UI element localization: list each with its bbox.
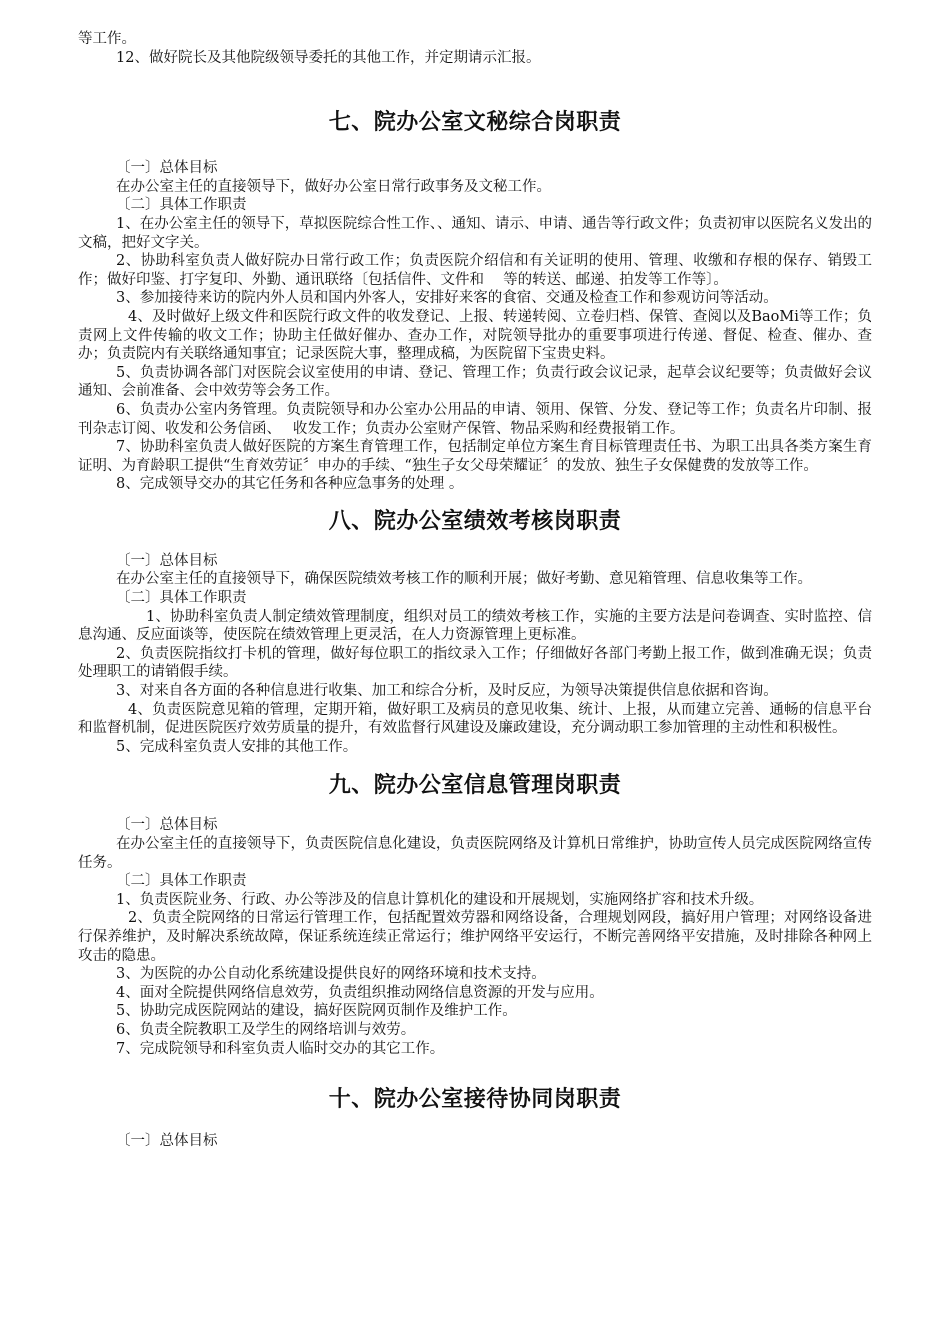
section-7-goal-text: 在办公室主任的直接领导下，做好办公室日常行政事务及文秘工作。 — [116, 178, 551, 195]
section-7-goal-heading: 〔一〕总体目标 — [116, 160, 218, 177]
section-8-item: 3、对来自各方面的各种信息进行收集、加工和综合分析，及时反应，为领导决策提供信息依据和咨询。 — [116, 683, 778, 700]
section-7-item: 7、协助科室负责人做好医院的方案生育管理工作，包括制定单位方案生育目标管理责任书、为职工出具各类方案生育证明、为育龄职工提供“生育效劳证〞申办的手续、“独生子女父母荣耀证〞的发放、独生子女保健费的发放等工作。 — [78, 439, 872, 474]
section-7-item: 6、负责办公室内务管理。负责院领导和办公室办公用品的申请、领用、保管、分发、登记等工作；负责名片印制、报刊杂志订阅、收发和公务信函、 收发工作；负责办公室财产保管、物品采购和经费报销工作。 — [78, 401, 872, 437]
section-8-title: 八、院办公室绩效考核岗职责 — [328, 507, 622, 534]
section-9-goal-heading: 〔一〕总体目标 — [116, 817, 218, 834]
section-7-item: 3、参加接待来访的院内外人员和国内外客人，安排好来客的食宿、交通及检查工作和参观访问等活动。 — [116, 290, 778, 307]
intro-continuation: 等工作。 — [78, 31, 136, 47]
section-7-item: 1、在办公室主任的领导下，草拟医院综合性工作、、通知、请示、申请、通告等行政文件；负责初审以医院名义发出的文稿，把好文字关。 — [78, 215, 872, 251]
section-8-item: 1、协助科室负责人制定绩效管理制度，组织对员工的绩效考核工作，实施的主要方法是问卷调查、实时监控、信息沟通、反应面谈等，使医院在绩效管理上更灵活，在人力资源管理上更标准。 — [78, 608, 872, 644]
section-8-goal-heading: 〔一〕总体目标 — [116, 552, 218, 569]
section-9-item: 5、协助完成医院网站的建设，搞好医院网页制作及维护工作。 — [116, 1003, 517, 1020]
section-9-title: 九、院办公室信息管理岗职责 — [328, 772, 622, 799]
section-7-title: 七、院办公室文秘综合岗职责 — [328, 109, 622, 136]
section-9-item: 1、负责医院业务、行政、办公等涉及的信息计算机化的建设和开展规划，实施网络扩容和技术升级。 — [116, 891, 764, 908]
section-9-item: 2、负责全院网络的日常运行管理工作，包括配置效劳器和网络设备，合理规划网段，搞好用户管理；对网络设备进行保养维护，及时解决系统故障，保证系统连续正常运行；维护网络平安运行，不断完善网络平安措施，及时排除各种网上攻击的隐患。 — [78, 910, 872, 964]
intro-item-12: 12、做好院长及其他院级领导委托的其他工作，并定期请示汇报。 — [116, 49, 541, 66]
section-10-goal-heading: 〔一〕总体目标 — [116, 1133, 218, 1150]
section-7-duties-heading: 〔二〕具体工作职责 — [116, 197, 247, 214]
section-7-item: 8、完成领导交办的其它任务和各种应急事务的处理 。 — [116, 476, 464, 493]
section-8-duties-heading: 〔二〕具体工作职责 — [116, 590, 247, 607]
section-8-item: 4、负责医院意见箱的管理，定期开箱，做好职工及病员的意见收集、统计、上报，从而建立完善、通畅的信息平台和监督机制，促进医院医疗效劳质量的提升，有效监督行风建设及廉政建设，充分调动职工参加管理的主动性和积极性。 — [78, 701, 872, 737]
section-7-item: 2、协助科室负责人做好院办日常行政工作；负责医院介绍信和有关证明的使用、管理、收缴和存根的保存、销毁工作；做好印鉴、打字复印、外勤、通讯联络〔包括信件、文件和 等的转送、邮递、拍发等工作等〕。 — [78, 253, 872, 288]
section-7-item: 4、及时做好上级文件和医院行政文件的收发登记、上报、转递转阅、立卷归档、保管、查阅以及BaoMi等工作；负责网上文件传输的收文工作；协助主任做好催办、查办工作，对院领导批办的重要事项进行传递、督促、检查、催办、查办；负责院内有关联络通知事宜；记录医院大事，整理成稿，为医院留下宝贵史料。 — [78, 308, 872, 363]
section-9-item: 4、面对全院提供网络信息效劳，负责组织推动网络信息资源的开发与应用。 — [116, 984, 604, 1001]
section-9-item: 7、完成院领导和科室负责人临时交办的其它工作。 — [116, 1040, 445, 1057]
section-9-item: 6、负责全院教职工及学生的网络培训与效劳。 — [116, 1021, 416, 1038]
section-9-item: 3、为医院的办公自动化系统建设提供良好的网络环境和技术支持。 — [116, 966, 546, 983]
section-7-item: 5、负责协调各部门对医院会议室使用的申请、登记、管理工作；负责行政会议记录，起草会议纪要等；负责做好会议通知、会前准备、会中效劳等会务工作。 — [78, 364, 872, 400]
section-9-goal-text: 在办公室主任的直接领导下，负责医院信息化建设，负责医院网络及计算机日常维护，协助宣传人员完成医院网络宣传任务。 — [78, 836, 872, 871]
section-10-title: 十、院办公室接待协同岗职责 — [328, 1086, 622, 1113]
section-8-goal-text: 在办公室主任的直接领导下，确保医院绩效考核工作的顺利开展；做好考勤、意见箱管理、信息收集等工作。 — [116, 571, 812, 588]
section-8-item: 5、完成科室负责人安排的其他工作。 — [116, 738, 358, 755]
section-8-item: 2、负责医院指纹打卡机的管理，做好每位职工的指纹录入工作；仔细做好各部门考勤上报工作，做到准确无误；负责处理职工的请销假手续。 — [78, 645, 872, 681]
section-9-duties-heading: 〔二〕具体工作职责 — [116, 873, 247, 890]
